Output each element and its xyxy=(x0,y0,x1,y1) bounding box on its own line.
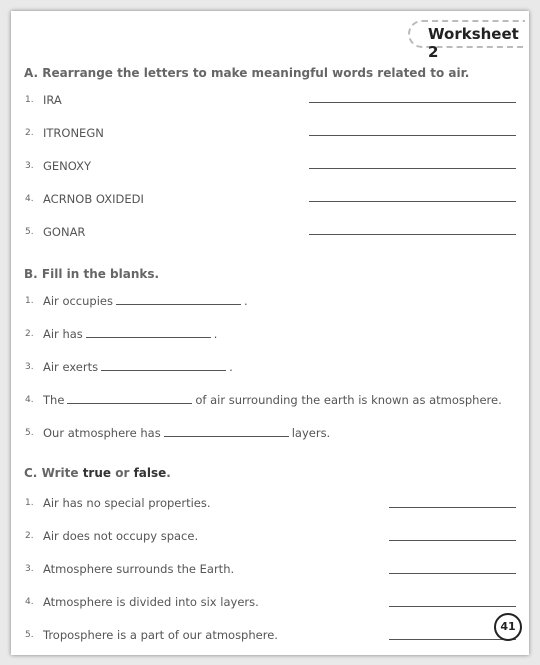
section-a-letter: A. xyxy=(24,66,39,80)
question-text: . xyxy=(229,360,233,374)
question-number: 2. xyxy=(25,128,34,138)
jumbled-word: ACRNOB OXIDEDI xyxy=(43,192,144,206)
section-b-heading xyxy=(24,267,159,281)
jumbled-word: IRA xyxy=(43,93,62,107)
answer-line[interactable] xyxy=(309,201,516,202)
jumbled-word: GENOXY xyxy=(43,159,91,173)
section-c-heading-text: or xyxy=(115,466,130,480)
section-b-letter: B. xyxy=(24,267,38,281)
question-number: 5. xyxy=(25,428,34,438)
question-text: Air has xyxy=(43,327,83,341)
section-a-heading xyxy=(24,66,469,80)
question-number: 1. xyxy=(25,95,34,105)
question-number: 4. xyxy=(25,395,34,405)
true-false-statement: Atmosphere is divided into six layers. xyxy=(43,595,259,609)
answer-line[interactable] xyxy=(309,234,516,235)
question-text: Air exerts xyxy=(43,360,99,374)
question-number: 2. xyxy=(25,531,34,541)
question-number: 4. xyxy=(25,194,34,204)
blank-line[interactable] xyxy=(86,327,211,338)
question-text: layers. xyxy=(291,426,331,440)
true-false-statement: Air does not occupy space. xyxy=(43,529,199,543)
question-text: . xyxy=(213,327,218,341)
fill-blank-question xyxy=(43,393,502,407)
question-number: 2. xyxy=(25,329,34,339)
answer-line[interactable] xyxy=(309,168,516,169)
question-text: Our atmosphere has xyxy=(43,426,161,440)
question-text: . xyxy=(243,294,248,308)
section-a-heading-text: Rearrange the letters to make meaningful words related to air. xyxy=(42,66,470,80)
jumbled-word: GONAR xyxy=(43,225,86,239)
question-text: The xyxy=(43,393,65,407)
question-number: 4. xyxy=(25,597,34,607)
worksheet-page xyxy=(11,11,529,655)
page-number-badge: 41 xyxy=(494,613,522,641)
answer-line[interactable] xyxy=(389,606,516,607)
fill-blank-question xyxy=(43,327,217,341)
question-text: of air surrounding the earth is known as atmosphere. xyxy=(195,393,502,407)
question-number: 1. xyxy=(25,296,34,306)
section-c-letter: C. xyxy=(24,466,38,480)
answer-line[interactable] xyxy=(389,573,516,574)
true-false-statement: Air has no special properties. xyxy=(43,496,211,510)
question-number: 1. xyxy=(25,498,34,508)
section-c-heading xyxy=(24,466,171,480)
section-b-heading-text: Fill in the blanks. xyxy=(41,267,160,281)
answer-line[interactable] xyxy=(389,639,516,640)
question-text: Air occupies xyxy=(43,294,113,308)
answer-line[interactable] xyxy=(389,507,516,508)
answer-line[interactable] xyxy=(309,135,516,136)
section-c-heading-text: . xyxy=(166,466,171,480)
answer-line[interactable] xyxy=(389,540,516,541)
question-number: 5. xyxy=(25,630,34,640)
blank-line[interactable] xyxy=(164,426,289,437)
fill-blank-question xyxy=(43,360,233,374)
jumbled-word: ITRONEGN xyxy=(43,126,104,140)
fill-blank-question xyxy=(43,426,330,440)
question-number: 3. xyxy=(25,161,34,171)
true-false-statement: Troposphere is a part of our atmosphere. xyxy=(43,628,278,642)
question-number: 5. xyxy=(25,227,34,237)
true-keyword: true xyxy=(82,466,112,480)
answer-line[interactable] xyxy=(309,102,516,103)
true-false-statement: Atmosphere surrounds the Earth. xyxy=(43,562,235,576)
question-number: 3. xyxy=(25,362,34,372)
section-c-heading-text: Write xyxy=(41,466,79,480)
blank-line[interactable] xyxy=(67,393,192,404)
worksheet-title: Worksheet 2 xyxy=(428,25,519,61)
false-keyword: false xyxy=(133,466,167,480)
blank-line[interactable] xyxy=(116,294,241,305)
fill-blank-question xyxy=(43,294,248,308)
question-number: 3. xyxy=(25,564,34,574)
blank-line[interactable] xyxy=(101,360,226,371)
